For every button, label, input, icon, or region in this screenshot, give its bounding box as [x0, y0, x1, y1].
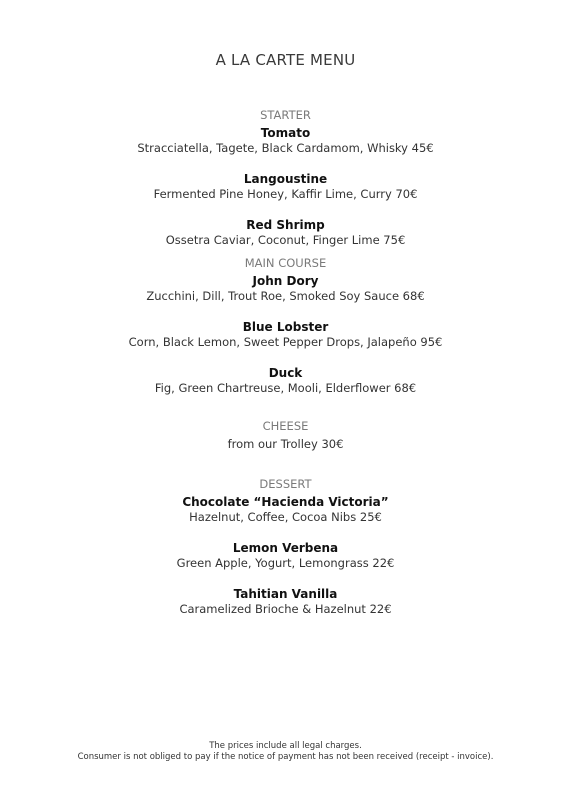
dish-item: [0, 274, 571, 304]
dish-name: Langoustine: [243, 172, 328, 186]
dish-item: [0, 366, 571, 396]
dish-item: [0, 126, 571, 156]
section-main-course: [0, 256, 571, 412]
dish-description: Fig, Green Chartreuse, Mooli, Elderflower 68€: [154, 381, 417, 395]
dish-item: [0, 172, 571, 202]
dish-description: Zucchini, Dill, Trout Roe, Smoked Soy Sauce 68€: [146, 289, 425, 303]
section-title: MAIN COURSE: [244, 256, 327, 270]
section-title: DESSERT: [259, 477, 312, 491]
menu-title: A LA CARTE MENU: [215, 51, 356, 69]
dish-item: [0, 495, 571, 525]
section-dessert: [0, 477, 571, 633]
dish-name: Lemon Verbena: [232, 541, 339, 555]
dish-item: [0, 541, 571, 571]
dish-item: [0, 587, 571, 617]
section-cheese: [0, 419, 571, 468]
dish-name: Tomato: [260, 126, 311, 140]
dish-name: Chocolate “Hacienda Victoria”: [182, 495, 389, 509]
dish-name: Blue Lobster: [242, 320, 329, 334]
footer-line-prices: The prices include all legal charges.: [209, 741, 362, 751]
dish-description: Green Apple, Yogurt, Lemongrass 22€: [176, 556, 395, 570]
dish-name: Duck: [268, 366, 303, 380]
dish-description: Hazelnut, Coffee, Cocoa Nibs 25€: [189, 510, 382, 524]
section-title: STARTER: [260, 108, 311, 122]
legal-footer: [0, 741, 571, 763]
section-title: CHEESE: [262, 419, 309, 433]
section-starter: [0, 108, 571, 264]
dish-description: Corn, Black Lemon, Sweet Pepper Drops, Jalapeño 95€: [128, 335, 443, 349]
dish-name: Red Shrimp: [246, 218, 325, 232]
dish-description: Ossetra Caviar, Coconut, Finger Lime 75€: [165, 233, 406, 247]
dish-item: [0, 320, 571, 350]
footer-line-payment-notice: Consumer is not obliged to pay if the notice of payment has not been received (receipt - invoice).: [77, 752, 494, 762]
dish-item: [0, 437, 571, 452]
dish-name: John Dory: [252, 274, 319, 288]
dish-description: Stracciatella, Tagete, Black Cardamom, Whisky 45€: [137, 141, 434, 155]
dish-description: Caramelized Brioche & Hazelnut 22€: [179, 602, 392, 616]
dish-item: [0, 218, 571, 248]
dish-description: Fermented Pine Honey, Kaffir Lime, Curry 70€: [153, 187, 418, 201]
dish-name: Tahitian Vanilla: [233, 587, 338, 601]
dish-description: from our Trolley 30€: [227, 437, 344, 451]
